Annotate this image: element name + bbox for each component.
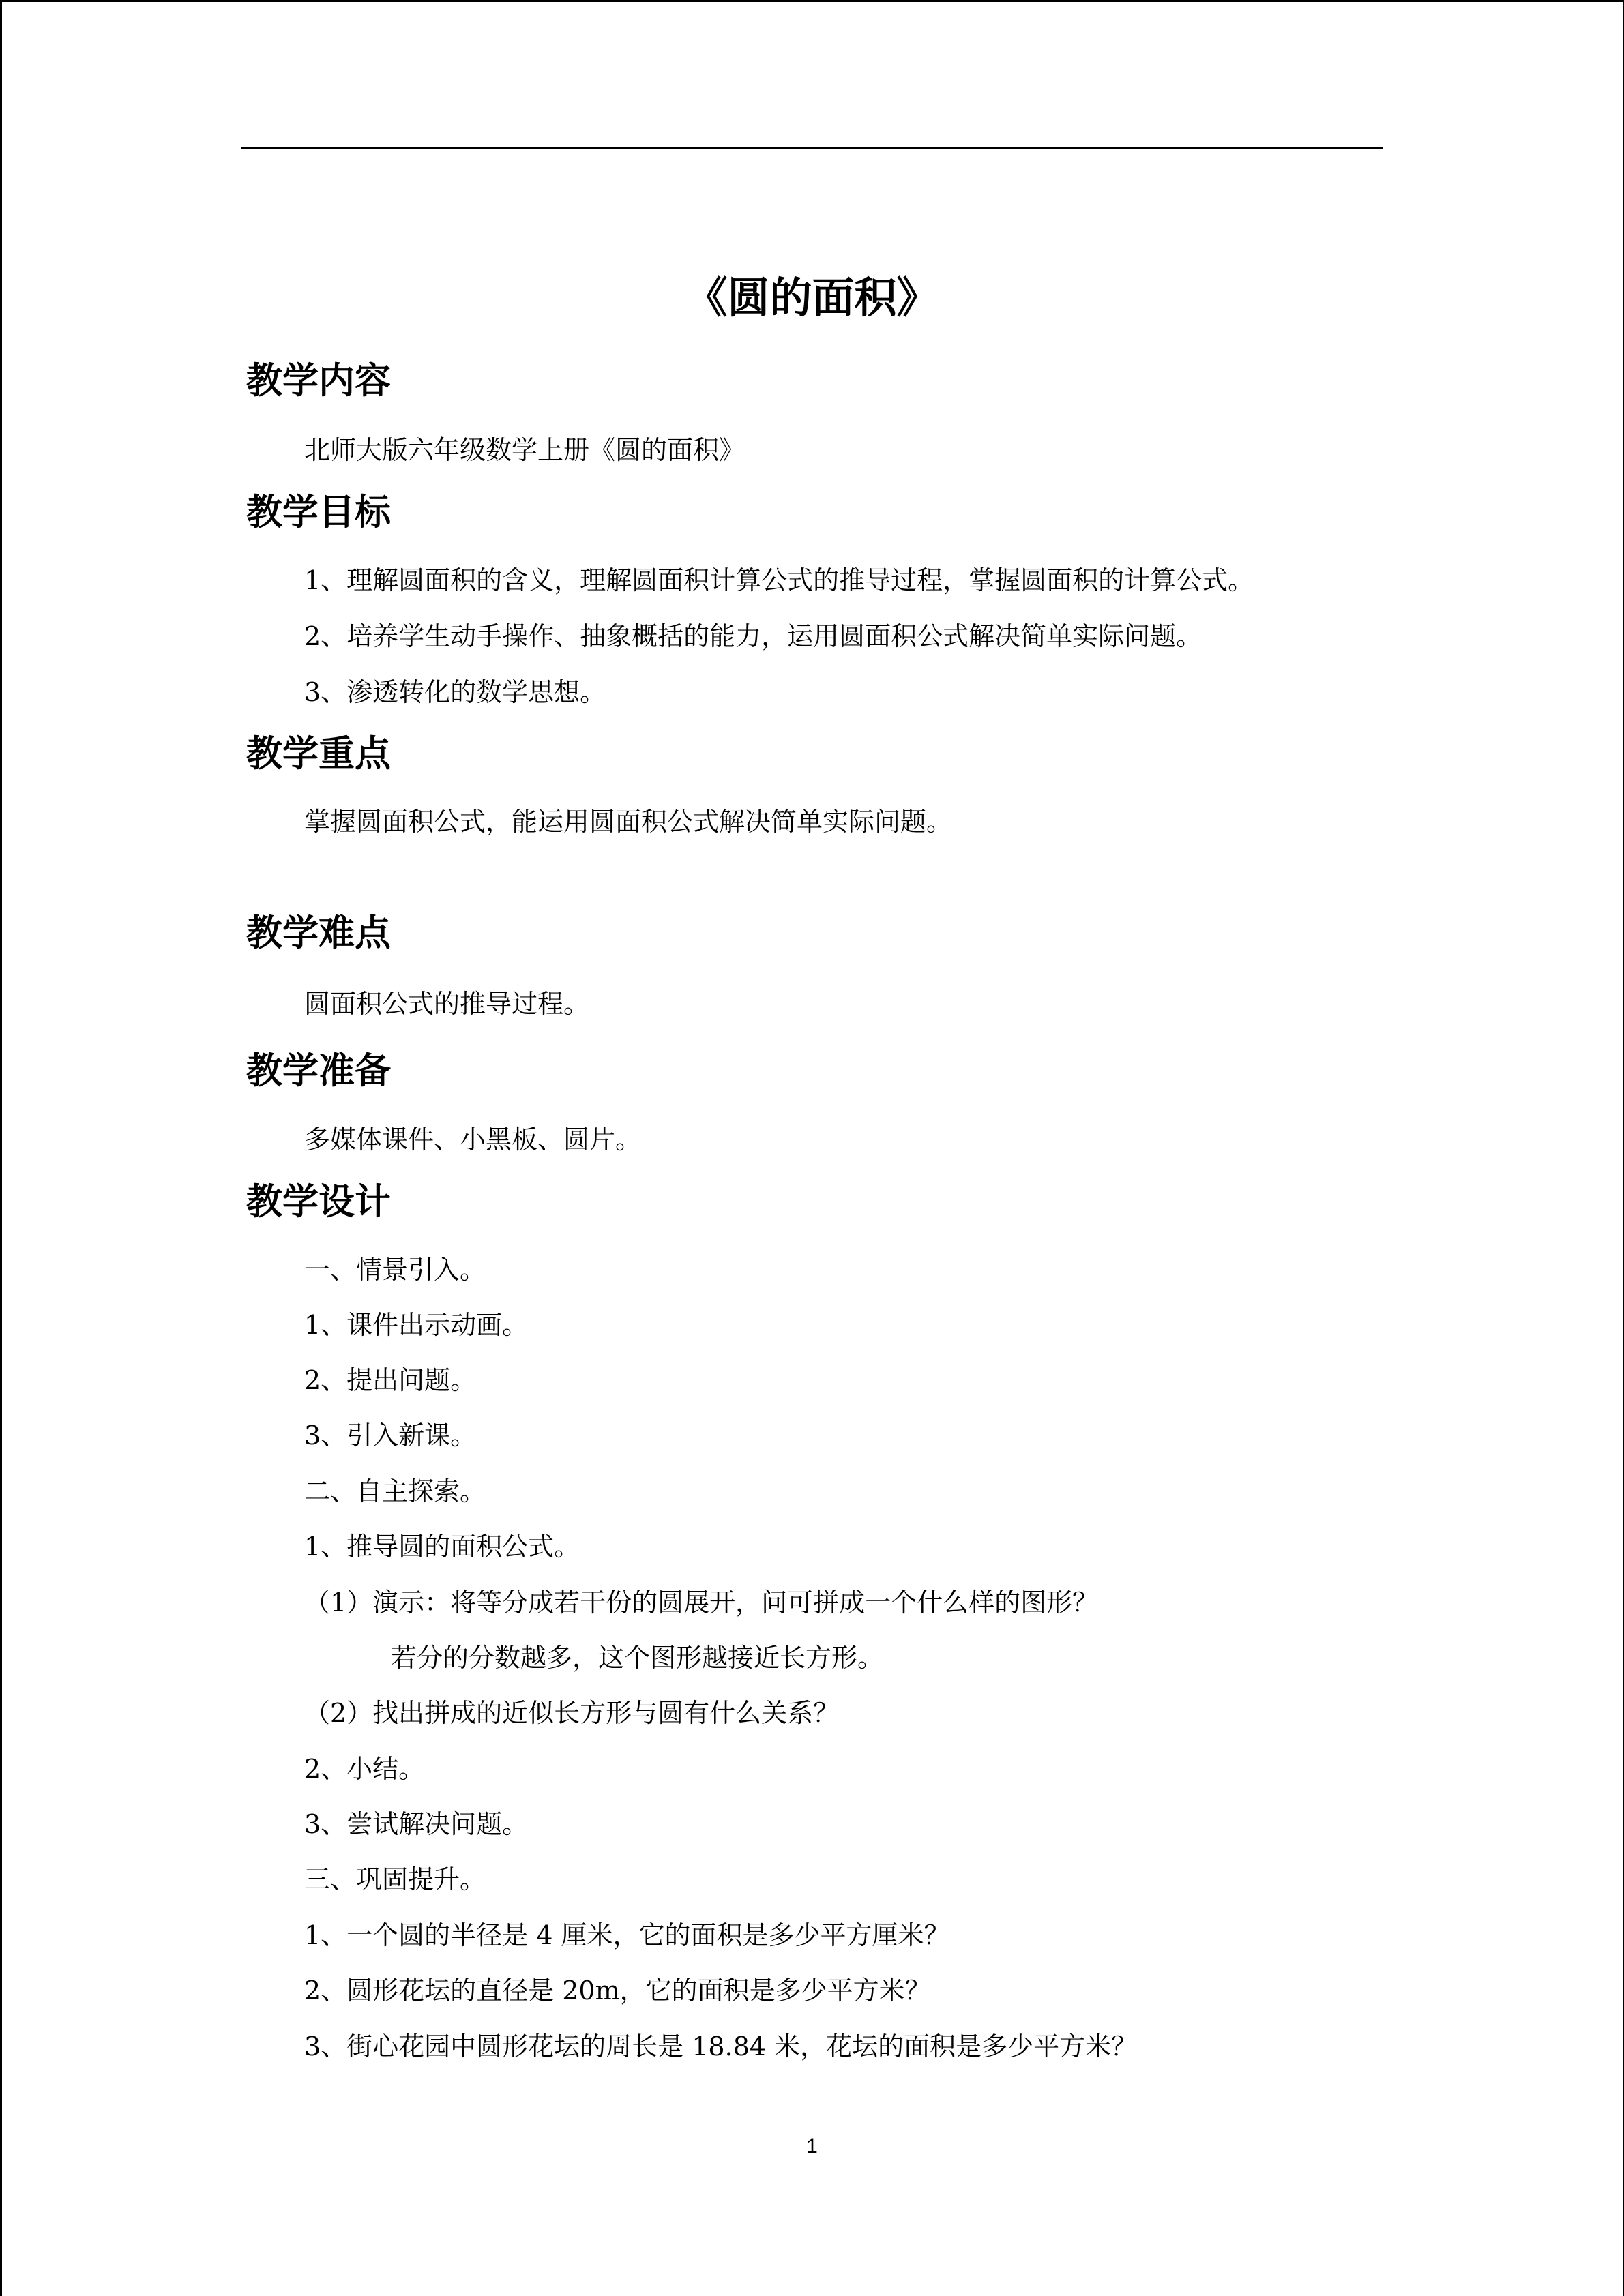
design-line: 若分的分数越多，这个图形越接近长方形。: [391, 1643, 884, 1673]
preparation-line: 多媒体课件、小黑板、圆片。: [304, 1124, 642, 1154]
design-line: （1）演示：将等分成若干份的圆展开，问可拼成一个什么样的图形？: [304, 1587, 1099, 1617]
design-line: 3、引入新课。: [304, 1420, 477, 1450]
goal-line: 3、渗透转化的数学思想。: [304, 677, 606, 707]
design-line: 二、自主探索。: [304, 1476, 486, 1506]
document-title: 《圆的面积》: [685, 273, 939, 323]
difficulty-line: 圆面积公式的推导过程。: [304, 989, 590, 1019]
design-line: 三、巩固提升。: [304, 1864, 486, 1894]
design-line: 一、情景引入。: [304, 1255, 486, 1285]
goal-line: 2、培养学生动手操作、抽象概括的能力，运用圆面积公式解决简单实际问题。: [304, 621, 1202, 651]
design-line: 1、一个圆的半径是 4 厘米，它的面积是多少平方厘米？: [304, 1920, 950, 1950]
design-line: 2、圆形花坛的直径是 20m，它的面积是多少平方米？: [304, 1976, 931, 2006]
page-border-left: [0, 0, 2, 2296]
design-line: 1、课件出示动画。: [304, 1310, 529, 1340]
goal-line: 1、理解圆面积的含义，理解圆面积计算公式的推导过程，掌握圆面积的计算公式。: [304, 565, 1254, 595]
design-line: 3、街心花园中圆形花坛的周长是 18.84 米，花坛的面积是多少平方米？: [304, 2031, 1138, 2061]
design-line: 1、推导圆的面积公式。: [304, 1532, 580, 1562]
section-heading-preparation: 教学准备: [246, 1050, 391, 1092]
key-point-line: 掌握圆面积公式，能运用圆面积公式解决简单实际问题。: [304, 807, 953, 837]
section-heading-goals: 教学目标: [246, 492, 391, 533]
section-heading-content: 教学内容: [246, 360, 391, 402]
design-line: 3、尝试解决问题。: [304, 1809, 529, 1839]
section-heading-key-points: 教学重点: [246, 733, 391, 775]
design-line: （2）找出拼成的近似长方形与圆有什么关系？: [304, 1698, 840, 1728]
section-heading-design: 教学设计: [246, 1181, 391, 1223]
content-line: 北师大版六年级数学上册《圆的面积》: [304, 435, 745, 465]
page-number: 1: [806, 2135, 818, 2158]
page-border-top: [0, 0, 1624, 2]
section-heading-difficulties: 教学难点: [246, 912, 391, 954]
design-line: 2、提出问题。: [304, 1365, 477, 1395]
header-rule: [241, 147, 1383, 149]
design-line: 2、小结。: [304, 1754, 425, 1784]
